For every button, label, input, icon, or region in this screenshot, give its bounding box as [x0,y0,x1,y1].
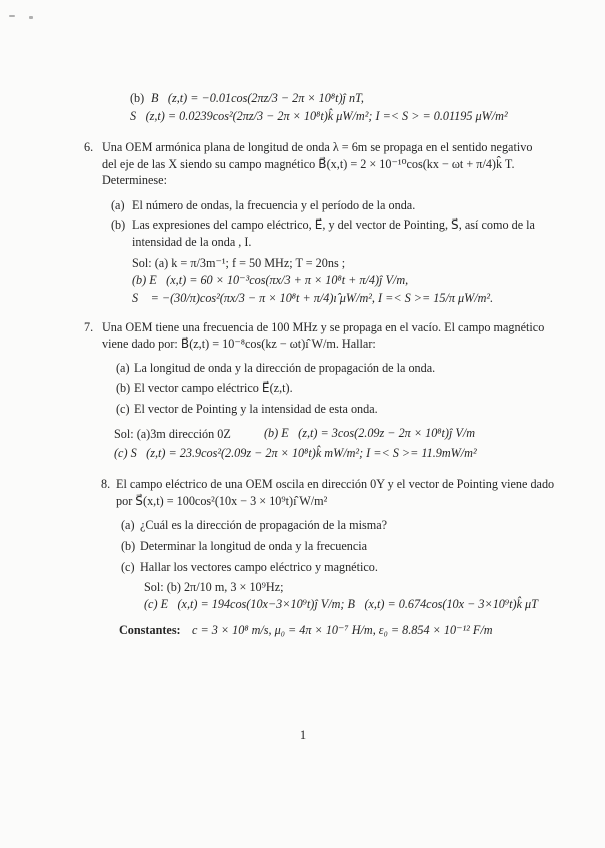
problem-8-solution-line1: Sol: (b) 2π/10 m, 3 × 10⁹Hz; [144,580,284,594]
problem-6-solution-line2: (b) E⃗(x,t) = 60 × 10⁻³cos(πx/3 + π × 10⁸t + π/4)ĵ V/m, [132,273,409,287]
problem-7-part-b-label: (b) [116,381,131,395]
problem-6-solution-line1: Sol: (a) k = π/3m⁻¹; f = 50 MHz; T = 20ns ; [132,256,346,270]
problem-8-part-b-text: Determinar la longitud de onda y la frecuencia [140,539,368,553]
problem-6-statement-line2: del eje de las X siendo su campo magnético B⃗(x,t) = 2 × 10⁻¹⁰cos(kx − ωt + π/4)k̂ T. [102,157,515,171]
scan-mark [9,15,15,17]
prev-part-b-poynting: S⃗(z,t) = 0.0239cos²(2πz/3 − 2π × 10⁸t)k̂ μW/m²; I =< S > = 0.01195 μW/m² [130,109,508,123]
problem-6-part-b-text-line2: intensidad de la onda , I. [132,235,252,249]
scan-mark [29,16,33,19]
problem-6-part-a-text: El número de ondas, la frecuencia y el período de la onda. [132,198,416,212]
problem-8-part-a-label: (a) [121,518,135,532]
problem-8-part-c-label: (c) [121,560,135,574]
constants-label: Constantes: [119,623,181,637]
problem-8-part-c-text: Hallar los vectores campo eléctrico y magnético. [140,560,378,574]
problem-6-part-a-label: (a) [111,198,125,212]
problem-7-number: 7. [84,320,94,334]
problem-6-statement-line1: Una OEM armónica plana de longitud de onda λ = 6m se propaga en el sentido negativo [102,140,533,154]
problem-6-part-b-text-line1: Las expresiones del campo eléctrico, E⃗, y del vector de Pointing, S⃗, así como de la [132,218,535,232]
problem-7-solution-line2: (c) S⃗(z,t) = 23.9cos²(2.09z − 2π × 10⁸t)k̂ mW/m²; I =< S >= 11.9mW/m² [114,446,477,460]
problem-8-part-b-label: (b) [121,539,136,553]
problem-8-statement-line2: por S⃗(x,t) = 100cos²(10x − 3 × 10⁹t)ı̂ W/m² [116,494,328,508]
prev-part-b-label: (b) [130,91,145,105]
problem-7-part-a-text: La longitud de onda y la dirección de propagación de la onda. [134,361,436,375]
problem-6-solution-line3: S⃗ = −(30/π)cos²(πx/3 − π × 10⁸t + π/4)ı̂ μW/m², I =< S >= 15/π μW/m². [132,291,494,305]
problem-7-part-c-label: (c) [116,402,130,416]
problem-6-part-b-label: (b) [111,218,126,232]
problem-8-part-a-text: ¿Cuál es la dirección de propagación de la misma? [140,518,388,532]
problem-7-part-b-text: El vector campo eléctrico E⃗(z,t). [134,381,293,395]
problem-7-statement-line2: viene dado por: B⃗(z,t) = 10⁻⁸cos(kz − ωt)ı̂ W/m. Hallar: [102,337,376,351]
problem-7-part-a-label: (a) [116,361,130,375]
problem-8-number: 8. [101,477,111,491]
problem-8-statement-line1: El campo eléctrico de una OEM oscila en dirección 0Y y el vector de Pointing viene dado [116,477,555,491]
problem-7-solution-line1-left: Sol: (a)3m dirección 0Z [114,427,231,441]
page-number: 1 [299,728,307,742]
problem-8-solution-line2: (c) E⃗(x,t) = 194cos(10x−3×10⁹t)ĵ V/m; B⃗(x,t) = 0.674cos(10x − 3×10⁹t)k̂ μT [144,597,538,611]
problem-7-statement-line1: Una OEM tiene una frecuencia de 100 MHz y se propaga en el vacío. El campo magnético [102,320,545,334]
problem-6-number: 6. [84,140,94,154]
problem-6-statement-line3: Determinese: [102,173,167,187]
constants-values: c = 3 × 10⁸ m/s, μ₀ = 4π × 10⁻⁷ H/m, ε₀ = 8.854 × 10⁻¹² F/m [192,623,493,637]
problem-7-solution-line1-right: (b) E⃗(z,t) = 3cos(2.09z − 2π × 10⁸t)ĵ V/m [264,426,476,440]
problem-7-part-c-text: El vector de Pointing y la intensidad de esta onda. [134,402,378,416]
prev-part-b-magnetic-field: B⃗(z,t) = −0.01cos(2πz/3 − 2π × 10⁸t)ĵ nT, [151,91,364,105]
